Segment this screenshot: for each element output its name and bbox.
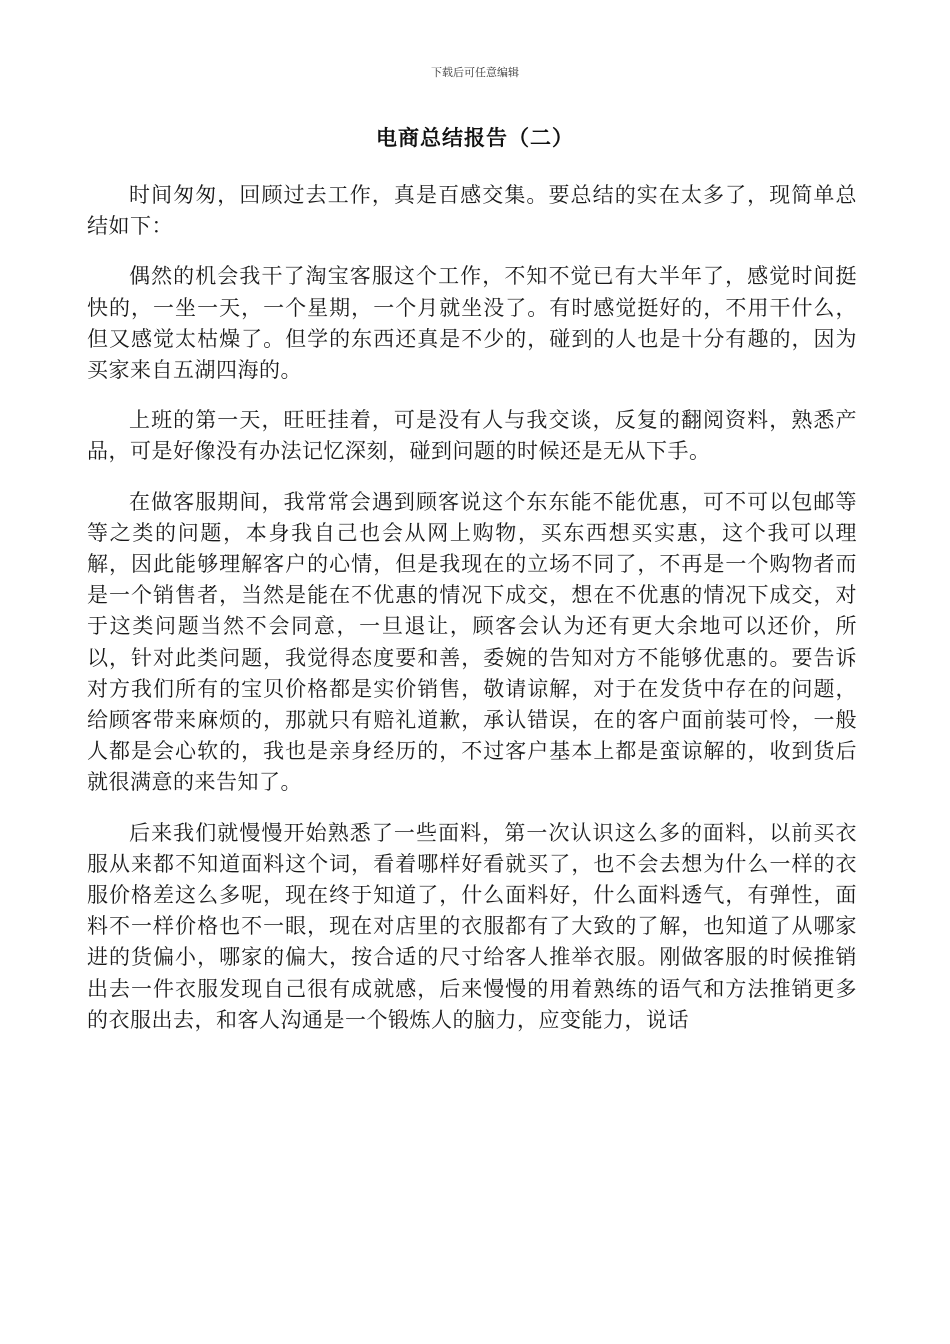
header-note: 下载后可任意编辑	[431, 66, 519, 79]
paragraph-beginning: 偶然的机会我干了淘宝客服这个工作，不知不觉已有大半年了，感觉时间挺快的，一坐一天，一个星期，一个月就坐没了。有时感觉挺好的，不用干什么，但又感觉太枯燥了。但学的东西还真是不少的，碰到的人也是十分有趣的，因为买家来自五湖四海的。	[87, 264, 857, 383]
document-body	[87, 180, 857, 1055]
paragraph-fabrics: 后来我们就慢慢开始熟悉了一些面料，第一次认识这么多的面料，以前买衣服从来都不知道面料这个词，看着哪样好看就买了，也不会去想为什么一样的衣服价格差这么多呢，现在终于知道了，什么面料好，什么面料透气，有弹性，面料不一样价格也不一眼，现在对店里的衣服都有了大致的了解，也知道了从哪家进的货偏小，哪家的偏大，按合适的尺寸给客人推举衣服。刚做客服的时候推销出去一件衣服发现自己很有成就感，后来慢慢的用着熟练的语气和方法推销更多的衣服出去，和客人沟通是一个锻炼人的脑力，应变能力，说话	[87, 820, 857, 1032]
paragraph-first-day: 上班的第一天，旺旺挂着，可是没有人与我交谈，反复的翻阅资料，熟悉产品，可是好像没有办法记忆深刻，碰到问题的时候还是无从下手。	[87, 408, 857, 464]
paragraph-discounts: 在做客服期间，我常常会遇到顾客说这个东东能不能优惠，可不可以包邮等等之类的问题，本身我自己也会从网上购物，买东西想买实惠，这个我可以理解，因此能够理解客户的心情，但是我现在的立场不同了，不再是一个购物者而是一个销售者，当然是能在不优惠的情况下成交，想在不优惠的情况下成交，对于这类问题当然不会同意，一旦退让，顾客会认为还有更大余地可以还价，所以，针对此类问题，我觉得态度要和善，委婉的告知对方不能够优惠的。要告诉对方我们所有的宝贝价格都是实价销售，敬请谅解，对于在发货中存在的问题，给顾客带来麻烦的，那就只有赔礼道歉，承认错误，在的客户面前装可怜，一般人都是会心软的，我也是亲身经历的，不过客户基本上都是蛮谅解的，收到货后就很满意的来告知了。	[87, 489, 857, 795]
document-title: 电商总结报告（二）	[376, 126, 574, 150]
paragraph-intro: 时间匆匆，回顾过去工作，真是百感交集。要总结的实在太多了，现简单总结如下：	[87, 183, 857, 239]
